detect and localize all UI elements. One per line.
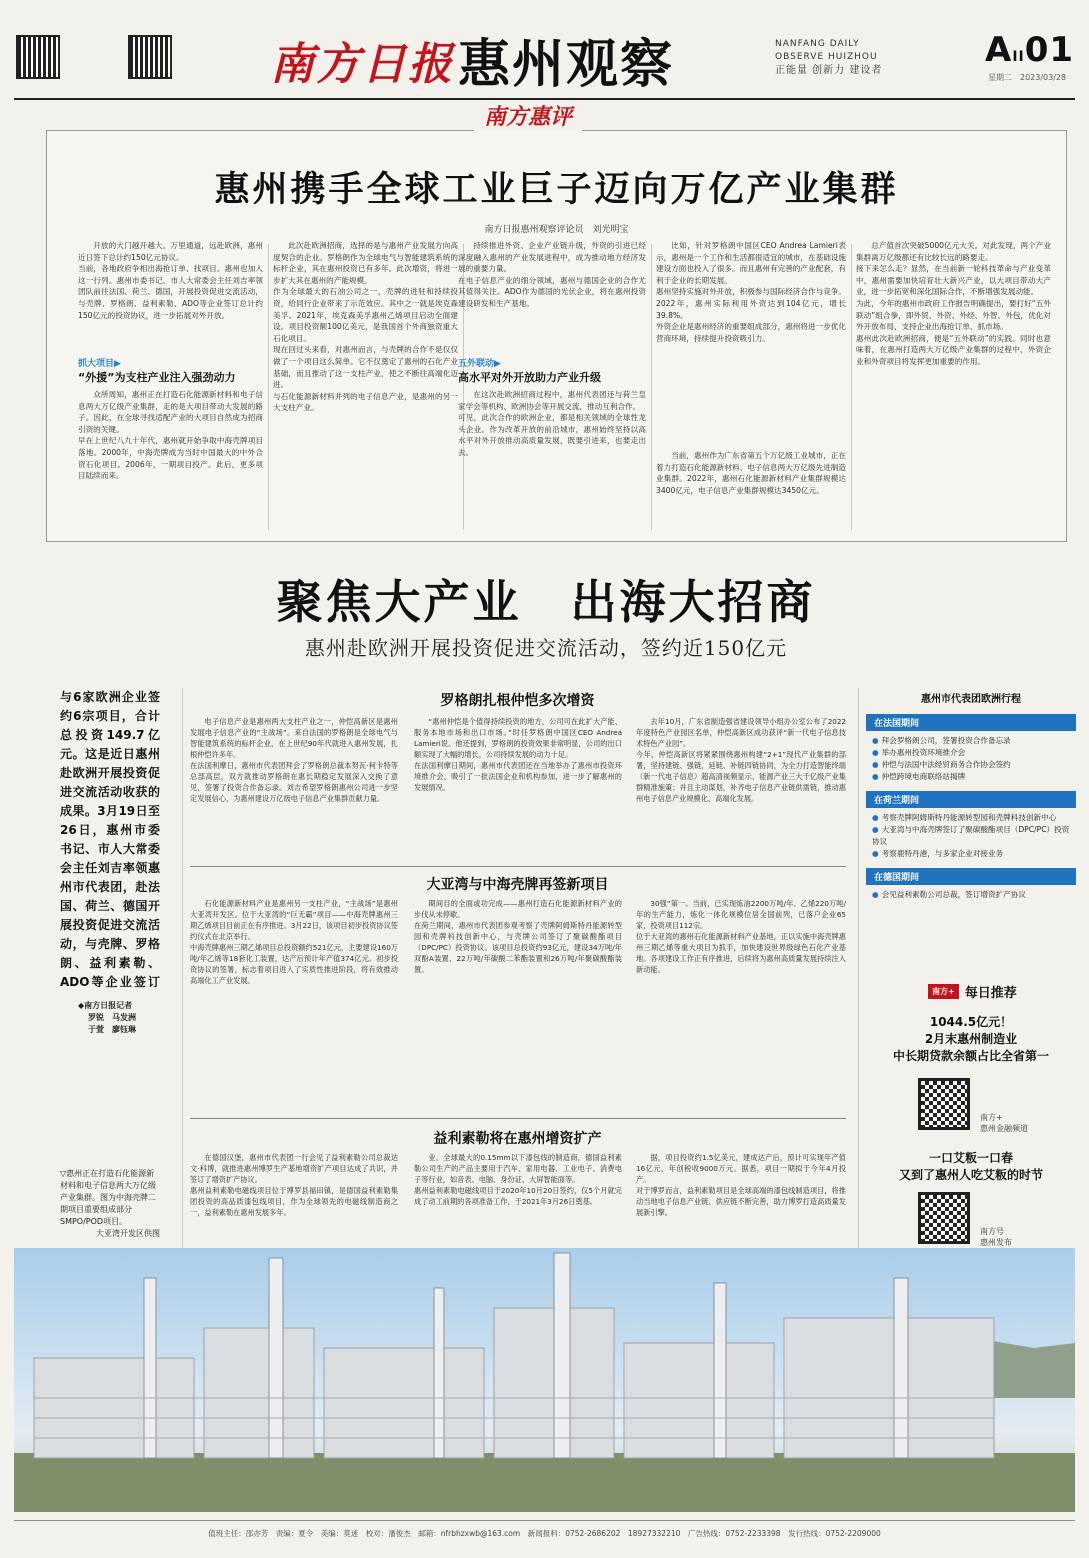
rec1-qr-label-1: 南方+ xyxy=(980,1113,1003,1122)
story1-head: 罗格朗扎根仲恺多次增资 xyxy=(440,693,595,709)
story1-col-2: “惠州仲恺是个值得持续投资的地方，公司可在此扩大产能、服务本地市场和出口市场。”时任罗格朗中国区CEO Andrea Lamieri说。他还提到，罗格朗的投资效果非常明显，公司的出口额实现了大幅的增长，公司持续发展的动力十足。 在法国利摩日期间，惠州市代表团还在当地举办了惠州市投资环境推介会，吸引了一批法国企业和机构参加，进一步了解惠州的发展情况。 xyxy=(414,717,622,792)
main-headline: 聚焦大产业 出海大招商 xyxy=(276,575,816,629)
distillation-tower xyxy=(144,1278,156,1458)
plant-structure xyxy=(34,1358,194,1458)
rec2-line1: 一口艾粄一口春 xyxy=(928,1151,1013,1165)
itinerary xyxy=(866,714,1076,901)
section-tag-2: 五外联动▶ xyxy=(458,359,501,369)
page-num: 01 xyxy=(1024,30,1075,70)
distillation-tower xyxy=(269,1258,283,1458)
col3-text: 持续推进外资、企业产业链升级，外资的引进已经深度融入惠州的产业发展进程中，成为推动地方经济发展的重要力量。 在电子信息产业的细分领域，惠州与德国企业的合作尤其值得关注。ADO作为德国的光伏企业，将在惠州投资建设研发和生产基地。 xyxy=(458,241,646,308)
itinerary-item-text: 举办惠州投资环境推介会 xyxy=(881,748,966,757)
commentary-col-5: 总产值首次突破5000亿元大关。对此发现，两个产业集群离万亿级都还有比较长远的路要走。 接下来怎么走？显然，在当前新一轮科技革命与产业变革中，惠州需要加快培育壮大新兴产业，以大项目带动大产业，进一步拓宽和深化国际合作，不断增强发展动能。 为此，今年的惠州市政府工作报告明确提出，要打好“五外联动”组合拳，即外贸、外资、外经、外智、外包，优化对外开放布局，支持企业出海抢订单、抓市场。 惠州此次赴欧洲招商，便是“五外联动”的实践。同时也意味着，在惠州打造两大万亿级产业集群的过程中，外资企业和外资项目将发挥更加重要的作用。 xyxy=(856,241,1051,366)
page-letter: A xyxy=(985,30,1013,70)
col-divider xyxy=(851,244,852,530)
sidebar-divider xyxy=(858,688,859,1248)
itinerary-group-label: 在法国期间 xyxy=(866,714,1076,731)
rec2-qr-label-2: 惠州发布 xyxy=(980,1238,1012,1247)
masthead-en xyxy=(775,38,882,77)
foreground-greenery xyxy=(14,1453,1075,1512)
reporters-label: ◆南方日报记者 xyxy=(78,1001,133,1010)
weekday: 星期二 xyxy=(988,73,1012,82)
rec2-line2: 又到了惠州人吃艾粄的时节 xyxy=(898,1168,1043,1182)
section-head-2: 高水平对外开放助力产业升级 xyxy=(458,371,601,384)
industrial-plant-photo xyxy=(14,1248,1075,1512)
daily-recommend-title: 每日推荐 xyxy=(964,986,1017,1001)
plant-structure xyxy=(784,1318,994,1458)
rec1-qr-label-2: 惠州金融频道 xyxy=(980,1124,1028,1133)
col3b-text: 在这次赴欧洲招商过程中，惠州代表团还与荷兰皇家学会等机构、欧洲协会等开展交流，推动互利合作。 可见，此次合作的欧洲企业，都是相关领域的全球性龙头企业。作为改革开放的前沿城市，惠州始终坚持以高水平对外开放推动高质量发展，既要引进来，也要走出去。 xyxy=(458,390,646,457)
itinerary-item-text: 拜会罗格朗公司，签署投资合作备忘录 xyxy=(881,736,1011,745)
rec1-line1: 1044.5亿元！ xyxy=(929,1015,1013,1029)
bullet-icon: ● xyxy=(872,772,879,781)
section-head-1: “外援”为支柱产业注入强劲动力 xyxy=(78,371,236,384)
lead-divider xyxy=(182,688,183,1248)
story3-col-1: 在德国汉堡，惠州市代表团一行会见了益利素勒公司总裁达文·科博，就推进惠州博罗生产基地增资扩产项目达成了共识，并签订了增资扩产协议。 惠州益利素勒电磁线项目位于博罗县福田镇，是德国益利素勒集团投资的高品质漆包线项目，作为全球领先的电磁线制造商之一，益利素勒在惠州发展多年。 xyxy=(190,1153,398,1217)
story2-col-3: 30强”第一。当前，已实现炼油2200万吨/年、乙烯220万吨/年的生产能力，炼化一体化规模位居全国前列，已落户企业65家，投资项目112宗。 位于大亚湾的惠州石化能源新材料产业基地，正以实施中海壳牌惠州三期乙烯等重大项目为抓手，加快建设世界级绿色石化产业基地。各项建设工作正有序推进，后续将为惠州高质量发展持续注入新动能。 xyxy=(636,899,846,974)
brand-nanfang-daily: 南方日报 xyxy=(270,39,454,90)
rec1-line3: 中长期贷款余额占比全省第一 xyxy=(892,1049,1049,1063)
itinerary-item-text: 仲恺跨境电商联络站揭牌 xyxy=(881,772,966,781)
itinerary-group-label: 在德国期间 xyxy=(866,868,1076,885)
rec1-qr-code[interactable] xyxy=(918,1078,970,1130)
itinerary-item-text: 会见益利素勒公司总裁，签订增资扩产协议 xyxy=(881,890,1026,899)
plant-structure xyxy=(324,1348,484,1458)
col4b-text: 当前，惠州作为广东省第五个万亿级工业城市，正在着力打造石化能源新材料、电子信息两大万亿级先进制造业集群。2022年，惠州石化能源新材料产业集群规模达3400亿元，电子信息产业集群规模达3450亿元。 xyxy=(656,451,846,495)
bullet-icon: ● xyxy=(872,748,879,757)
commentary-col-1 xyxy=(78,240,263,532)
itinerary-item xyxy=(872,759,1076,771)
commentary-byline: 南方日报惠州观察评论员 刘光明宝 xyxy=(484,225,629,235)
reporters-names: 罗锐 马发洲 于萱 廖钰琳 xyxy=(88,1013,136,1034)
plant-illustration xyxy=(14,1248,1075,1512)
rec2-qr-label xyxy=(980,1226,1012,1248)
story2-head: 大亚湾与中海壳牌再签新项目 xyxy=(426,877,609,893)
itinerary-item-text: 大亚湾与中海壳牌签订了聚碳酸酯项目（DPC/PC）投资协议 xyxy=(872,825,1070,846)
itinerary-group-label: 在荷兰期间 xyxy=(866,791,1076,808)
story3-head: 益利素勒将在惠州增资扩产 xyxy=(433,1131,602,1147)
commentary-logo: 南方惠评 xyxy=(474,100,582,131)
commentary-col-4 xyxy=(656,240,846,532)
distillation-tower xyxy=(434,1288,444,1458)
lead-paragraph: 与6家欧洲企业签约6宗项目，合计总投资149.7亿元。这是近日惠州赴欧洲开展投资促进交流活动收获的成果。3月19日至26日，惠州市委书记、市人大常委会主任刘吉率领惠州市代表团，赴法国、荷兰、德国开展投资促进交流活动，与壳牌、罗格朗、益利素勒、ADO等企业签订 xyxy=(60,690,160,988)
story1-col-3: 去年10月，广东省制造强省建设领导小组办公室公布了2022年度特色产业园区名单，仲恺高新区成功获评“新一代电子信息技术特色产业园”。 今年，仲恺高新区将紧紧围绕惠州构建“2+1”现代产业集群的部署，坚持建链、强链、延链、补链四链协同，为全力打造智能终端（新一代电子信息）超高清视频显示、能源产业三大千亿级产业集群精准施策；并且主动谋划，补齐电子信息产业链供需链，推动惠州电子信息产业规模化、高端化发展。 xyxy=(636,717,846,803)
itinerary-item-text: 考察鹿特丹港，与多家企业对接业务 xyxy=(881,849,1004,858)
story1-col-1: 电子信息产业是惠州两大支柱产业之一，仲恺高新区是惠州发展电子信息产业的“主战场”。来自法国的罗格朗是全球电气与智能建筑系统的标杆企业，在上世纪90年代就进入惠州发展，扎根仲恺许多年。 在法国利摩日，惠州市代表团拜会了罗格朗总裁本努瓦·柯卡特等总部高层，双方就推动罗格朗在惠长期稳定发展深入交换了意见，签署了投资合作备忘录。刘吉希望罗格朗惠州公司进一步坚定发展信心，为惠州建设万亿级电子信息产业集群贡献力量。 xyxy=(190,717,398,803)
rec1-qr-label xyxy=(980,1112,1028,1134)
story-divider xyxy=(190,866,846,867)
masthead-en-line2: OBSERVE HUIZHOU xyxy=(775,52,878,62)
rec2-qr-label-1: 南方号 xyxy=(980,1227,1004,1236)
distillation-tower xyxy=(894,1278,908,1458)
bullet-icon: ● xyxy=(872,760,879,769)
date: 2023/03/28 xyxy=(1020,73,1067,82)
rec1-headline[interactable] xyxy=(866,1014,1076,1065)
rec2-headline[interactable] xyxy=(866,1150,1076,1184)
bullet-icon: ● xyxy=(872,890,879,899)
bullet-icon: ● xyxy=(872,736,879,745)
itinerary-item-text: 考察壳牌阿姆斯特丹能源转型园和壳牌科技创新中心 xyxy=(881,813,1057,822)
footer-rule xyxy=(14,1520,1075,1521)
sidebar-title: 惠州市代表团欧洲行程 xyxy=(921,694,1021,705)
itinerary-item xyxy=(872,747,1076,759)
itinerary-item xyxy=(872,735,1076,747)
plant-structure xyxy=(624,1343,774,1458)
qr-code-left-1[interactable] xyxy=(16,35,60,79)
itinerary-item xyxy=(872,771,1076,783)
daily-recommend-header xyxy=(928,982,1017,1001)
commentary-col-2: 此次赴欧洲招商，选择的是与惠州产业发展方向高度契合的企业。罗格朗作为全球电气与智能建筑系统的标杆企业，其在惠州投资已有多年。此次增资，将进一步扩大其在惠州的产能规模。 作为全球最大的石油公司之一，壳牌的进驻和持续投资，给同行企业带来了示范效应。其中之一就是埃克森美孚。2021年，埃克森美孚惠州乙烯项目启动全面建设。项目投资额100亿美元，是我国首个外商独资重大石化项目。 现在回过头来看，对惠州而言，与壳牌的合作不是仅仅做了一个项目这么简单。它不仅奠定了惠州的石化产业基础，而且推动了这一支柱产业，使之不断往高端化迈进。 与石化能源新材料并列的电子信息产业，是惠州的另一大支柱产业。 xyxy=(273,241,458,413)
section-tag-1: 抓大项目▶ xyxy=(78,359,121,369)
col1b-text: 众所周知，惠州正在打造石化能源新材料和电子信息两大万亿级产业集群，走的是大项目带动大发展的路子。因此，在全球寻找适配产业的大项目自然成为招商引资的关键。 早在上世纪八九十年代，惠州就开始争取中海壳牌项目落地。2000年，中海壳牌成为当时中国最大的中外合资石化项目。2006年，一期项目投产。此后，更多项目陆续而来。 xyxy=(78,390,263,481)
bullet-icon: ● xyxy=(872,813,879,822)
bullet-icon: ● xyxy=(872,825,879,834)
rec1-line2: 2月末惠州制造业 xyxy=(924,1032,1018,1046)
col-divider xyxy=(268,244,269,530)
reporter-credit xyxy=(78,1000,168,1036)
page-date xyxy=(988,72,1066,83)
itinerary-item xyxy=(872,889,1076,901)
section-title: 惠州观察 xyxy=(458,35,675,95)
bullet-icon: ● xyxy=(872,849,879,858)
footer-credits: 值班主任：邵亦芳 责编：夏令 美编：莫迷 校对：潘俊杰 邮箱：nfrbhzxwb@163.com 新闻报料：0752-2686202 18927332210 广告热线：0752-2233398 发行热线：0752-2209000 xyxy=(208,1529,881,1538)
photo-caption xyxy=(60,1168,160,1240)
main-subheadline: 惠州赴欧洲开展投资促进交流活动，签约近150亿元 xyxy=(304,636,788,660)
commentary-headline: 惠州携手全球工业巨子迈向万亿产业集群 xyxy=(214,169,899,210)
itinerary-item-text: 仲恺与法国中法经贸商务合作协会签约 xyxy=(881,760,1011,769)
rec2-qr-code[interactable] xyxy=(918,1192,970,1244)
story3-col-2: 业。全球最大的0.15mm以下漆包线的制造商，德国益利素勒公司生产的产品主要用于汽车、家用电器、工业电子、消费电子等行业，如音表、电脑、身份证、大屏智能面等。 惠州益利素勒电磁线项目于2020年10月20日签约，仅5个月就完成了动工前期的各项准备工作，于2021年3月26日奠基。 xyxy=(414,1153,622,1206)
caption-credit: 大亚湾开发区供图 xyxy=(96,1229,160,1238)
story-divider xyxy=(190,1118,846,1119)
page-sub: II xyxy=(1012,49,1025,65)
itinerary-item xyxy=(872,824,1076,848)
page-number xyxy=(985,30,1074,70)
caption-text: ▽惠州正在打造石化能源新材料和电子信息两大万亿级产业集群。图为中海壳牌二期项目重要组成部分SMPO/POD项目。 xyxy=(60,1169,156,1226)
masthead-slogan: 正能量 创新力 建设者 xyxy=(775,65,883,76)
col4-text: 比如，针对罗格朗中国区CEO Andrea Lamieri表示，惠州是一个工作和生活都很适宜的城市，在基础设施建设方面也投入了很多。而且惠州有完善的产业配套，有利于企业的长期发展。 惠州坚持实施对外开放，积极参与国际经济合作与竞争。2022年，惠州实际利用外资达到104亿元，增长39.8%。 外资企业是惠州经济的重要组成部分，惠州将进一步优化营商环境，持续提升投资吸引力。 xyxy=(656,241,846,343)
story2-col-2: 期间目的全面或功完成——惠州打造石化能源新材料产业的步伐从未停歇。 在荷兰期间，惠州市代表团参观考察了壳牌阿姆斯特丹能源转型园和壳牌科技创新中心，与壳牌公司签订了聚碳酸酯项目（DPC/PC）投资协议。该项目总投资约93亿元，建设34万吨/年双酚A装置、22万吨/年碳酸二苯酯装置和26万吨/年聚碳酸酯装置。 xyxy=(414,899,622,974)
distillation-tower xyxy=(714,1283,726,1458)
qr-code-left-2[interactable] xyxy=(128,35,172,79)
story2-col-1: 石化能源新材料产业是惠州另一支柱产业，“主战场”是惠州大亚湾开发区。位于大亚湾的“巨无霸”项目——中海壳牌惠州三期乙烯项目目前正在有序推进。3月22日，该项目初步投资协议签约仪式在北京举行。 中海壳牌惠州三期乙烯项目总投资额约521亿元，主要建设160万吨/年乙烯等18套化工装置，达产后预计年产值374亿元。初步投资协议的签署，标志着项目进入了实质性推进阶段，将有效推动高端化工产业发展。 xyxy=(190,899,398,985)
distillation-tower xyxy=(554,1253,570,1458)
masthead-en-line1: NANFANG DAILY xyxy=(775,39,860,49)
col-divider xyxy=(651,244,652,530)
itinerary-item xyxy=(872,848,1076,860)
itinerary-item xyxy=(872,812,1076,824)
commentary-col-3 xyxy=(458,240,646,532)
nanfang-plus-badge: 南方+ xyxy=(928,984,959,999)
story3-col-3: 据，项目投资约1.5亿美元，建成达产后，预计可实现年产值16亿元，年创税收9000万元。据悉，项目一期拟于今年4月投产。 对于博罗而言，益利素勒项目是全球高端的漆包线制造项目，将推动当地电子信息产业链、供应链不断完善，助力博罗打造高质量发展新引擎。 xyxy=(636,1153,846,1217)
col1-text: 开放的大门越开越大。万里通道，远赴欧洲，惠州近日签下总计约150亿元协议。 当前，各地政府争相出海抢订单、找项目。惠州也加入这一行列。惠州市委书记、市人大常委会主任刘吉率领团队前往法国、荷兰、德国，开展投资促进交流活动，与壳牌、罗格朗、益利素勒、ADO等企业签订总计约150亿元的投资协议，进一步拓展对外开放。 xyxy=(78,241,263,320)
